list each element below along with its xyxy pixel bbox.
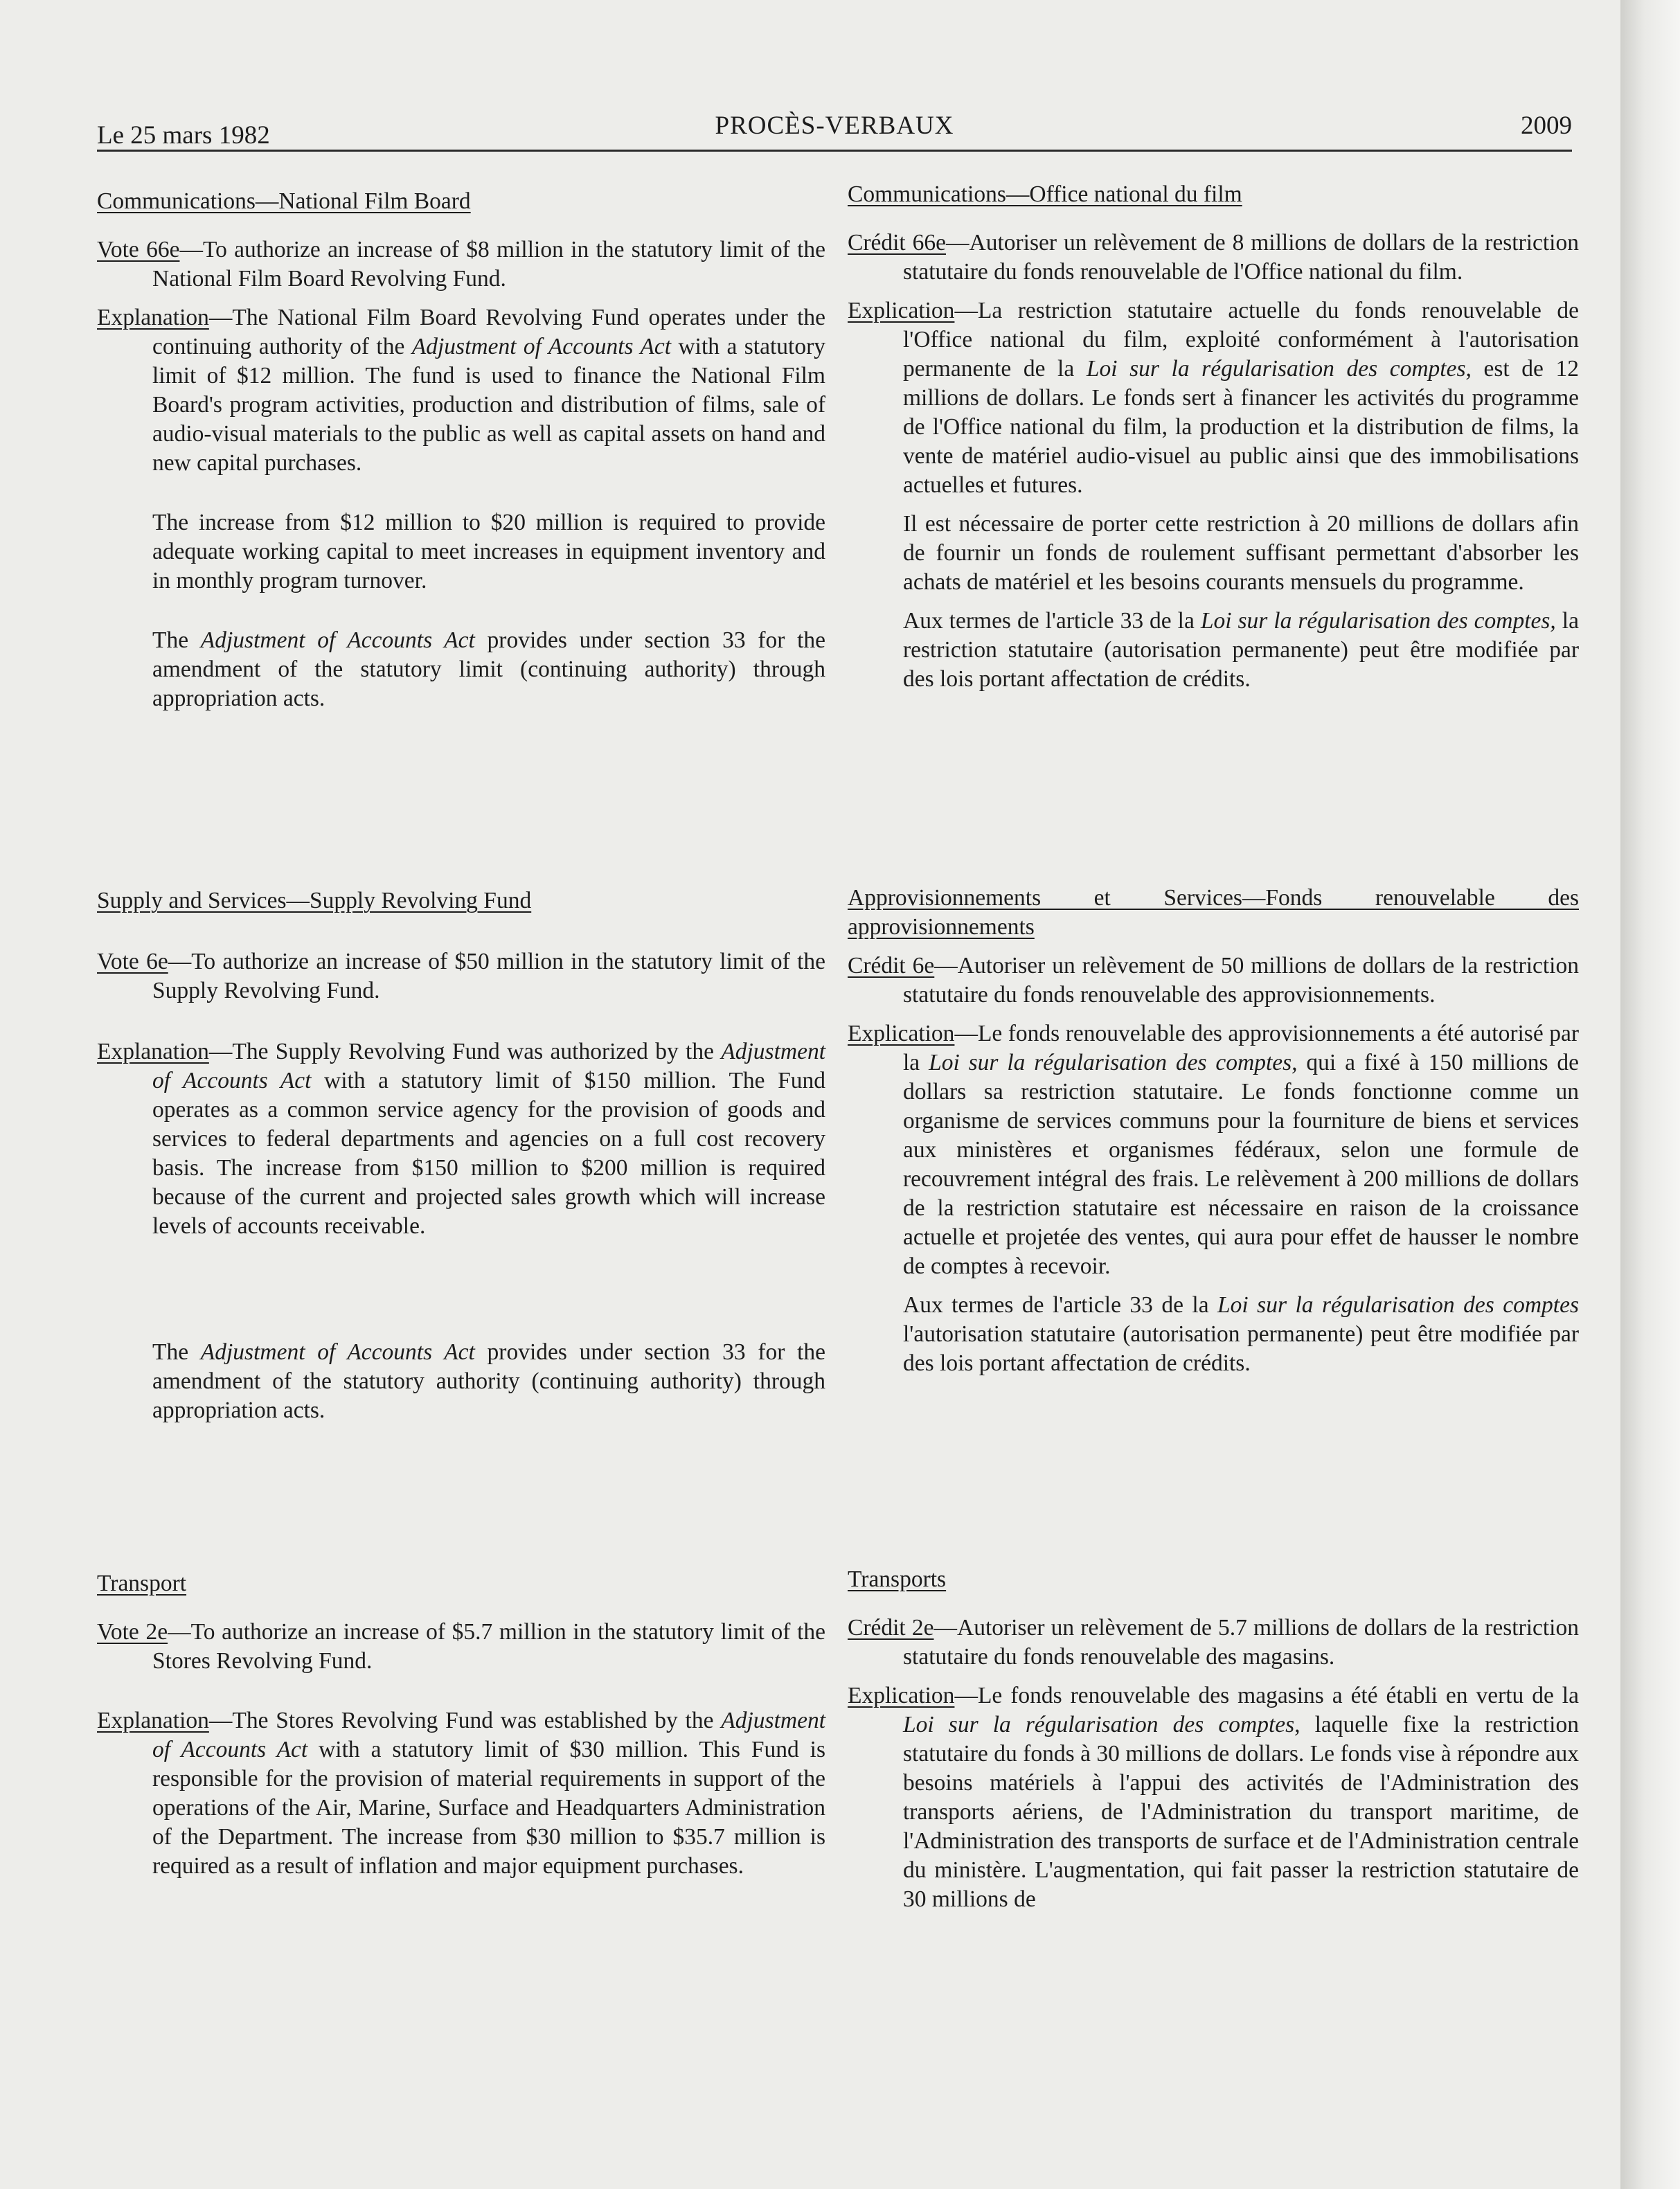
explanation-paragraph: Explication—La restriction statutaire actuelle du fonds renouvelable de l'Office national du film, exploité conformément à l'autorisation permanente de la Loi sur la régularisation des comptes, est de 12 millions de dollars. Le fonds sert à financer les activités du programme de l'Office national du film, la production et la distribution de films, la vente de matériel audio-visuel au public ainsi que des immobilisations actuelles et futures. xyxy=(848,298,1579,498)
body-paragraph: Il est nécessaire de porter cette restriction à 20 millions de dollars afin de fournir un fonds de roulement suffisant permettant d'absorber les achats de matériel et les besoins courants mensuels du programme. xyxy=(903,511,1579,595)
vote-paragraph: Crédit 66e—Autoriser un relèvement de 8 millions de dollars de la restriction statutaire du fonds renouvelable de l'Office national du film. xyxy=(848,230,1579,285)
section-heading: Approvisionnements et Services—Fonds renouvelable des approvisionnements xyxy=(848,885,1579,940)
page-edge xyxy=(1620,0,1680,2189)
explanation-paragraph: Explanation—The Stores Revolving Fund was established by the Adjustment of Accounts Act with a statutory limit of $30 million. This Fund is responsible for the provision of material requirements in support of the operations of the Air, Marine, Surface and Headquarters Administration of the Department. The increase from $30 million to $35.7 million is required as a result of inflation and major equipment purchases. xyxy=(97,1708,825,1879)
explanation-paragraph: Explanation—The Supply Revolving Fund was authorized by the Adjustment of Accounts Act with a statutory limit of $150 million. The Fund operates as a common service agency for the provision of goods and services to federal departments and agencies on a full cost recovery basis. The increase from $150 million to $200 million is required because of the current and projected sales growth which will increase levels of accounts receivable. xyxy=(97,1039,825,1239)
explanation-paragraph: Explication—Le fonds renouvelable des approvisionnements a été autorisé par la Loi sur la régularisation des comptes, qui a fixé à 150 millions de dollars sa restriction statutaire. Le fonds fonctionne comme un organisme de services communs pour la fourniture de biens et services aux ministères et organismes fédéraux, selon une formule de recouvrement intégral des frais. Le relèvement à 200 millions de dollars de la restriction statutaire est nécessaire en raison de la croissance actuelle et projetée des ventes, qui aura pour effet de hausser le nombre de comptes à recevoir. xyxy=(848,1021,1579,1279)
body-paragraph: Aux termes de l'article 33 de la Loi sur la régularisation des comptes l'autorisation statutaire (autorisation permanente) peut être modifiée par des lois portant affectation de crédits. xyxy=(903,1292,1579,1376)
header-title: PROCÈS-VERBAUX xyxy=(715,111,954,140)
page-number: 2009 xyxy=(1521,111,1572,140)
body-paragraph: The Adjustment of Accounts Act provides under section 33 for the amendment of the statutory authority (continuing authority) through appropriation acts. xyxy=(152,1339,825,1423)
page-header xyxy=(97,111,1572,152)
vote-paragraph: Vote 66e—To authorize an increase of $8 million in the statutory limit of the National Film Board Revolving Fund. xyxy=(97,237,826,292)
vote-paragraph: Vote 2e—To authorize an increase of $5.7 million in the statutory limit of the Stores Revolving Fund. xyxy=(97,1619,826,1674)
header-date: Le 25 mars 1982 xyxy=(97,121,270,150)
section-approvisionnements xyxy=(848,884,1579,1378)
section-supply xyxy=(97,886,825,1425)
section-transports xyxy=(848,1565,1579,1914)
section-onf xyxy=(848,180,1579,694)
body-paragraph: Aux termes de l'article 33 de la Loi sur la régularisation des comptes, la restriction statutaire (autorisation permanente) peut être modifiée par des lois portant affectation de crédits. xyxy=(903,608,1579,692)
section-nfb xyxy=(97,187,825,713)
vote-paragraph: Vote 6e—To authorize an increase of $50 million in the statutory limit of the Supply Revolving Fund. xyxy=(97,949,826,1003)
vote-paragraph: Crédit 6e—Autoriser un relèvement de 50 millions de dollars de la restriction statutaire du fonds renouvelable des approvisionnements. xyxy=(848,953,1579,1008)
section-heading: Communications—National Film Board xyxy=(97,188,471,214)
header-rule xyxy=(97,150,1572,152)
body-paragraph: The Adjustment of Accounts Act provides under section 33 for the amendment of the statutory limit (continuing authority) through appropriation acts. xyxy=(152,627,825,711)
section-heading: Transport xyxy=(97,1571,187,1596)
section-transport xyxy=(97,1569,825,1881)
body-paragraph: The increase from $12 million to $20 million is required to provide adequate working capital to meet increases in equipment inventory and in monthly program turnover. xyxy=(152,510,825,593)
explanation-paragraph: Explanation—The National Film Board Revolving Fund operates under the continuing authority of the Adjustment of Accounts Act with a statutory limit of $12 million. The fund is used to finance the National Film Board's program activities, production and distribution of films, sale of audio-visual materials to the public as well as capital assets on hand and new capital purchases. xyxy=(97,305,825,476)
section-heading: Communications—Office national du film xyxy=(848,181,1242,207)
vote-paragraph: Crédit 2e—Autoriser un relèvement de 5.7 millions de dollars de la restriction statutaire du fonds renouvelable des magasins. xyxy=(848,1615,1579,1670)
section-heading: Transports xyxy=(848,1566,947,1592)
section-heading: Supply and Services—Supply Revolving Fund xyxy=(97,888,532,913)
explanation-paragraph: Explication—Le fonds renouvelable des magasins a été établi en vertu de la Loi sur la régularisation des comptes, laquelle fixe la restriction statutaire du fonds à 30 millions de dollars. Le fonds vise à répondre aux besoins matériels à l'appui des activités de l'Administration des transports aériens, de l'Administration du transport maritime, de l'Administration des transports de surface et de l'Administration centrale du ministère. L'augmentation, qui fait passer la restriction statutaire de 30 millions de xyxy=(848,1683,1579,1912)
